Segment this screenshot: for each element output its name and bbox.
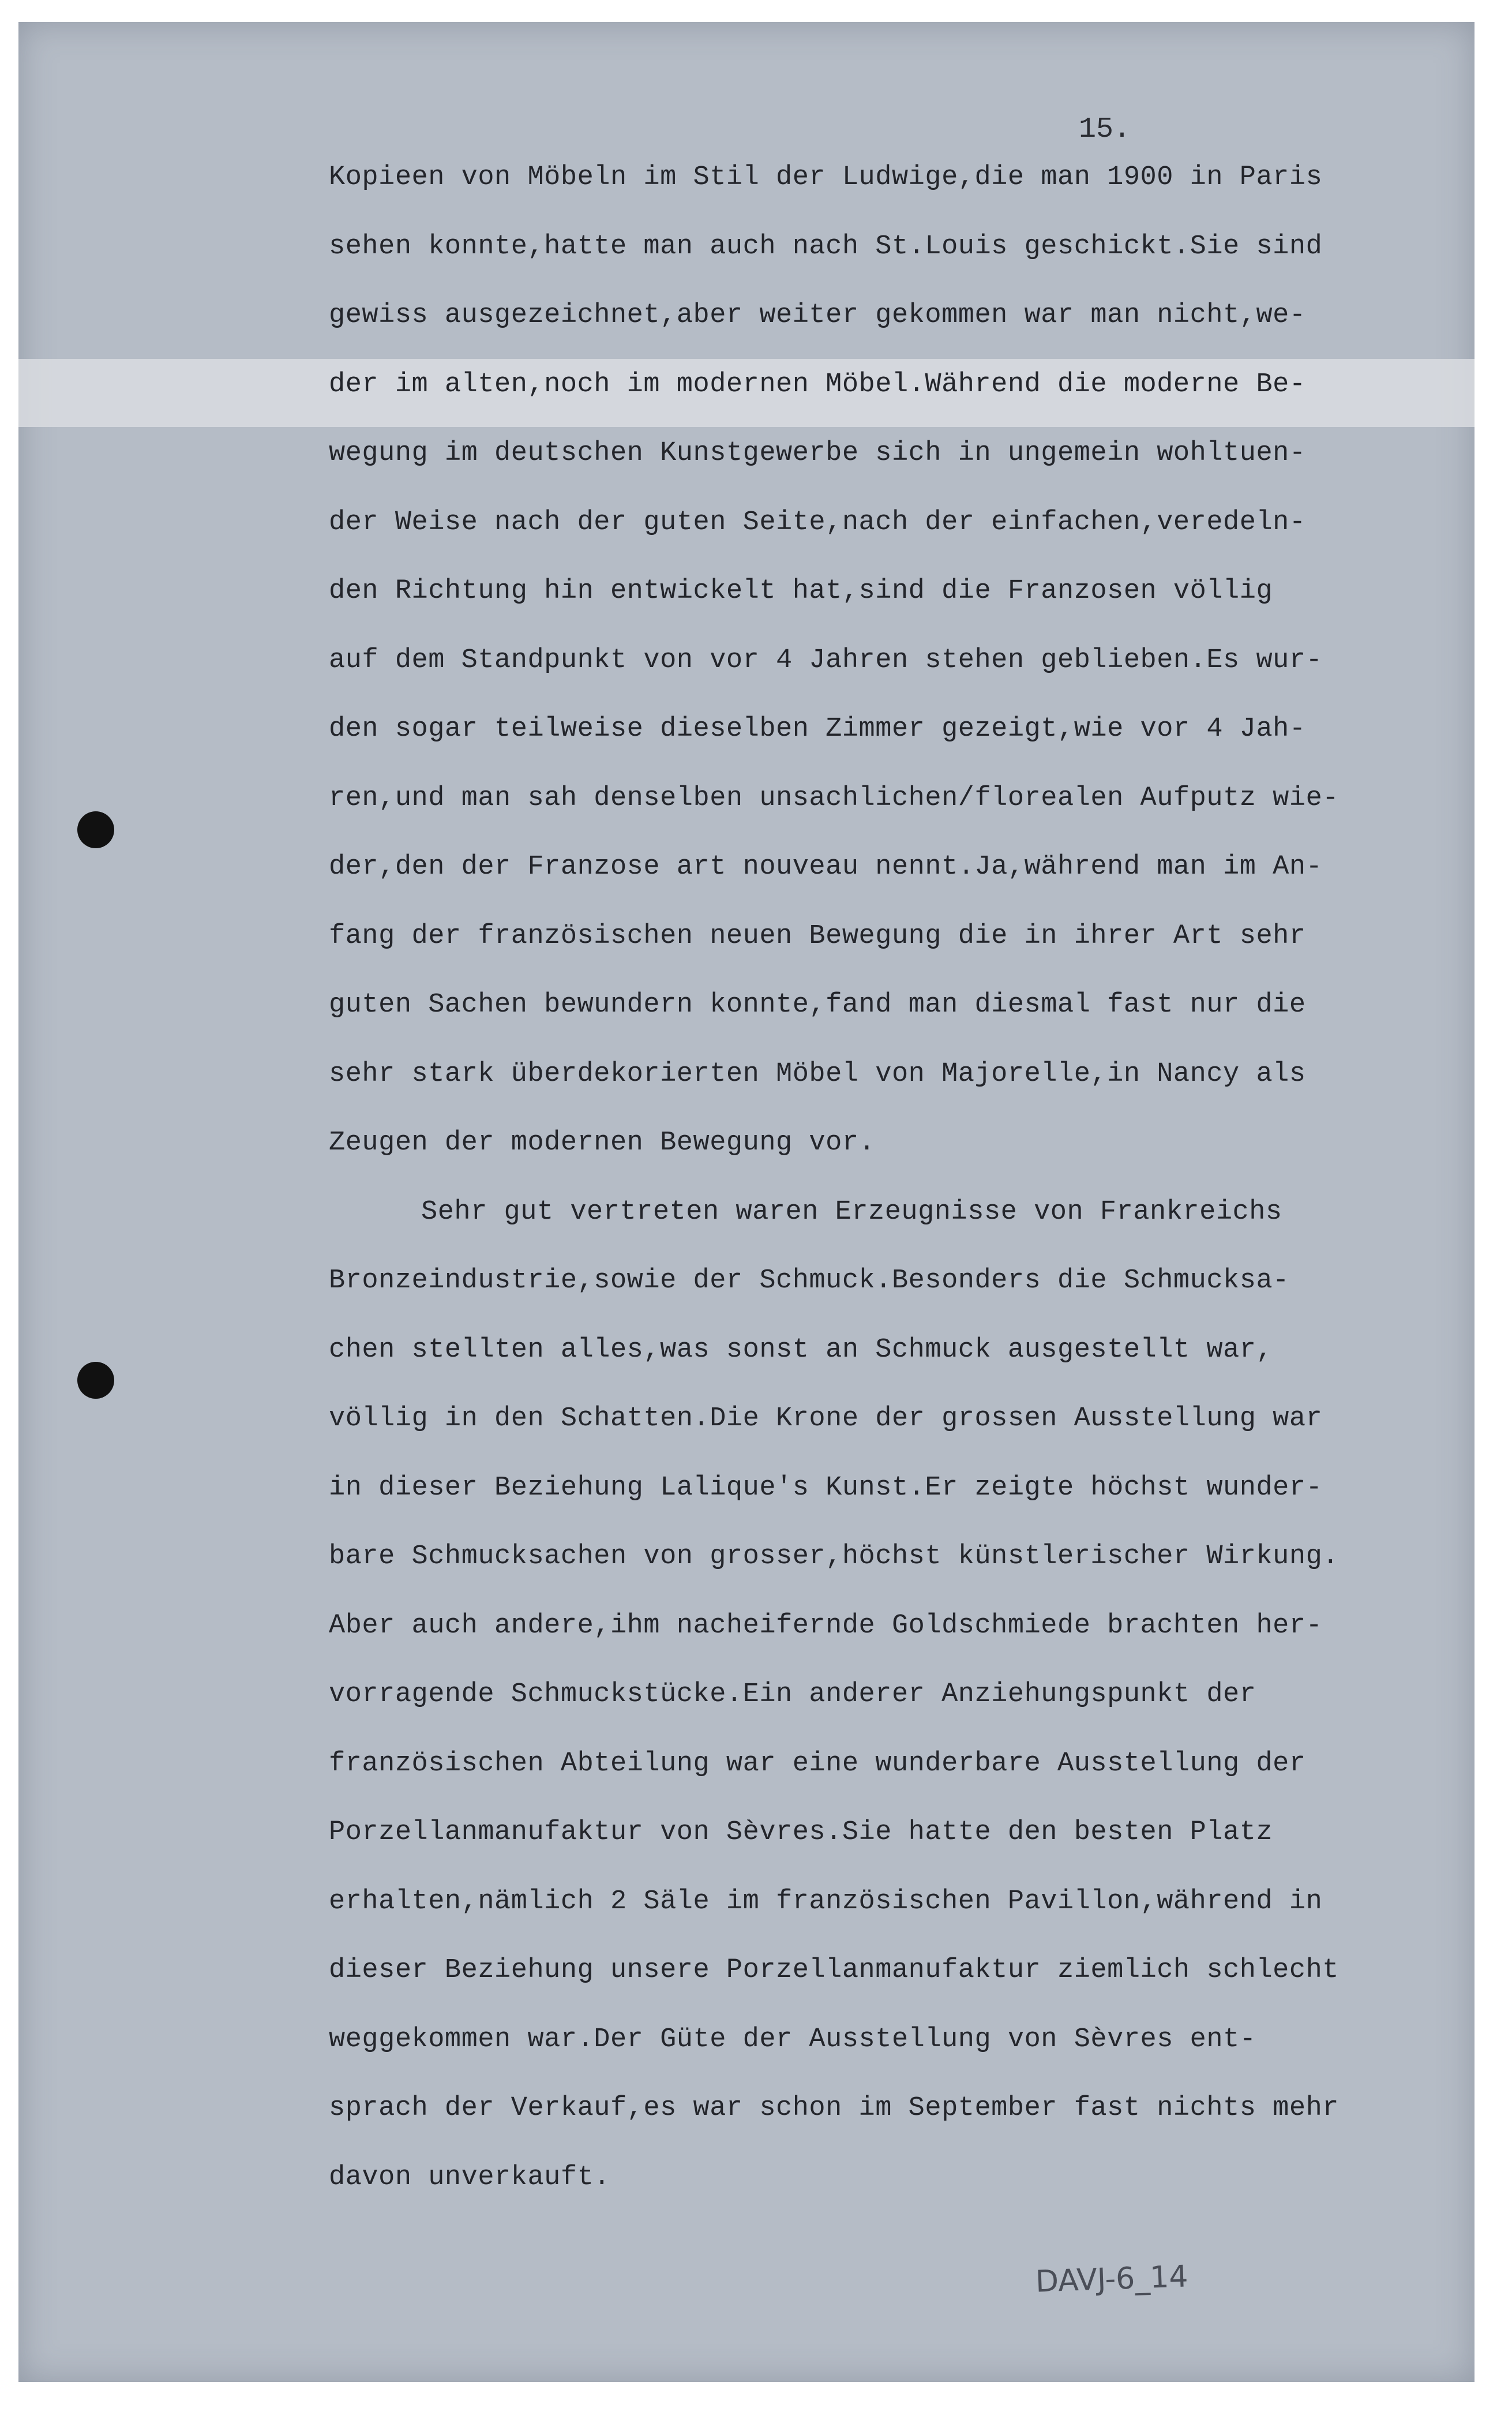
text-line: ren,und man sah denselben unsachlichen/florealen Aufputz wie- [329,782,1339,814]
text-line: dieser Beziehung unsere Porzellanmanufaktur ziemlich schlecht [329,1955,1339,1986]
text-line: chen stellten alles,was sonst an Schmuck ausgestellt war, [329,1334,1273,1365]
punch-hole-upper [77,811,114,848]
text-line: französischen Abteilung war eine wunderbare Ausstellung der [329,1748,1306,1779]
text-line: Kopieen von Möbeln im Stil der Ludwige,die man 1900 in Paris [329,162,1323,193]
text-line: Porzellanmanufaktur von Sèvres.Sie hatte den besten Platz [329,1817,1273,1848]
punch-hole-lower [77,1362,114,1399]
text-line: bare Schmucksachen von grosser,höchst künstlerischer Wirkung. [329,1541,1339,1572]
text-line: fang der französischen neuen Bewegung die in ihrer Art sehr [329,920,1306,952]
text-line: den Richtung hin entwickelt hat,sind die Franzosen völlig [329,576,1273,606]
text-line: vorragende Schmuckstücke.Ein anderer Anziehungspunkt der [329,1679,1256,1710]
text-line: Zeugen der modernen Bewegung vor. [329,1128,876,1158]
text-line: der im alten,noch im modernen Möbel.Während die moderne Be- [329,369,1306,400]
text-line: erhalten,nämlich 2 Säle im französischen Pavillon,während in [329,1886,1323,1917]
text-line: wegung im deutschen Kunstgewerbe sich in ungemein wohltuen- [329,438,1306,469]
text-line: sehr stark überdekorierten Möbel von Majorelle,in Nancy als [329,1058,1306,1089]
page-number: 15. [1079,113,1131,146]
text-line: guten Sachen bewundern konnte,fand man diesmal fast nur die [329,990,1306,1020]
text-line-paragraph-start: Sehr gut vertreten waren Erzeugnisse von Frankreichs [421,1196,1282,1227]
text-line: den sogar teilweise dieselben Zimmer gezeigt,wie vor 4 Jah- [329,714,1306,744]
text-line: Aber auch andere,ihm nacheifernde Goldschmiede brachten her- [329,1610,1323,1641]
text-line: Bronzeindustrie,sowie der Schmuck.Besonders die Schmucksa- [329,1265,1289,1296]
text-line: gewiss ausgezeichnet,aber weiter gekommen war man nicht,we- [329,300,1306,331]
archive-mark: DAVJ-6_14 [1035,2259,1189,2300]
text-line: völlig in den Schatten.Die Krone der grossen Ausstellung war [329,1403,1323,1434]
text-line: der,den der Franzose art nouveau nennt.Ja,während man im An- [329,852,1323,882]
text-line: davon unverkauft. [329,2162,610,2193]
text-line: weggekommen war.Der Güte der Ausstellung von Sèvres ent- [329,2024,1256,2055]
text-line: in dieser Beziehung Lalique's Kunst.Er zeigte höchst wunder- [329,1472,1323,1503]
text-line: auf dem Standpunkt von vor 4 Jahren stehen geblieben.Es wur- [329,645,1323,676]
text-line: sehen konnte,hatte man auch nach St.Louis geschickt.Sie sind [329,231,1323,262]
text-line: sprach der Verkauf,es war schon im September fast nichts mehr [329,2093,1339,2124]
typed-text-body [329,143,1402,2212]
text-line: der Weise nach der guten Seite,nach der einfachen,veredeln- [329,507,1306,538]
